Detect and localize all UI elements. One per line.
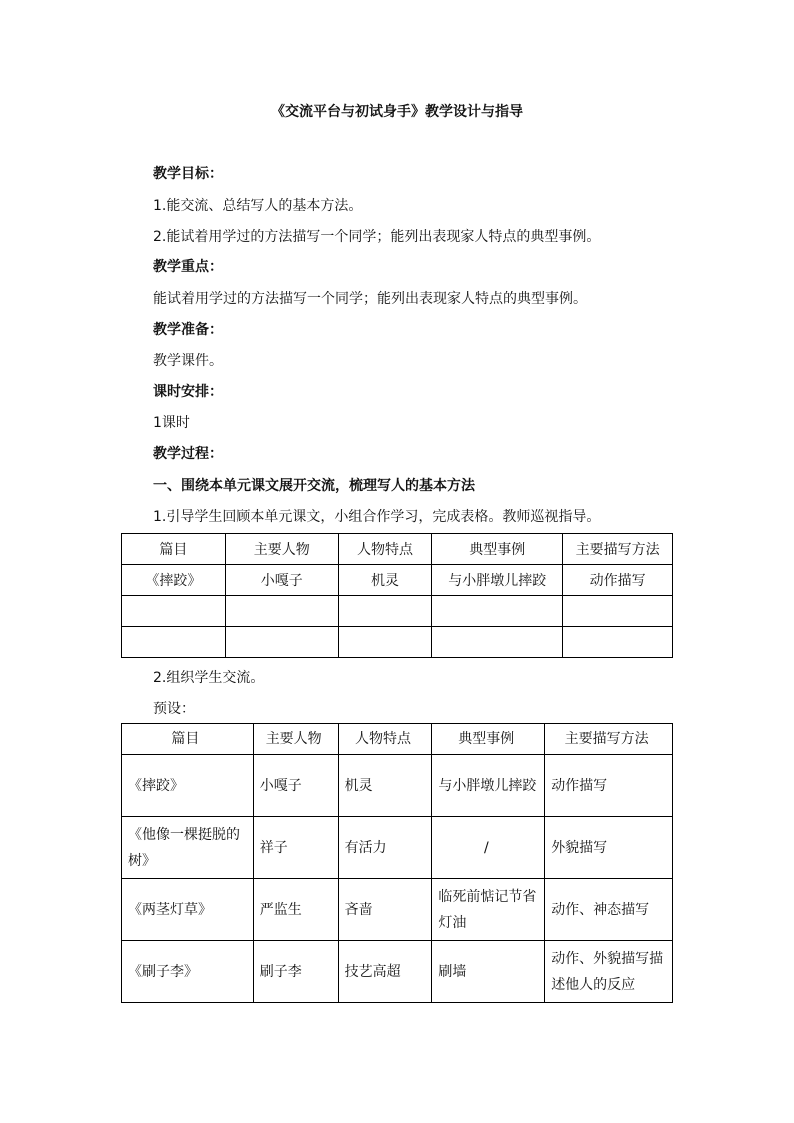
table-cell	[432, 627, 563, 658]
table-row	[122, 941, 673, 1003]
table-cell: 技艺高超	[338, 941, 432, 1003]
header-cell: 人物特点	[338, 534, 432, 565]
header-cell: 主要描写方法	[563, 534, 673, 565]
table-cell: 外貌描写	[545, 817, 673, 879]
focus-text: 能试着用学过的方法描写一个同学；能列出表现家人特点的典型事例。	[153, 291, 587, 307]
table-cell	[563, 627, 673, 658]
table-cell: 《摔跤》	[122, 565, 226, 596]
time-text: 1课时	[153, 415, 190, 431]
header-cell: 典型事例	[432, 724, 545, 755]
table-cell: 机灵	[338, 565, 432, 596]
table-cell: 动作描写	[563, 565, 673, 596]
header-cell: 典型事例	[432, 534, 563, 565]
time-heading: 课时安排：	[153, 384, 223, 400]
goal-item-2: 2.能试着用学过的方法描写一个同学；能列出表现家人特点的典型事例。	[153, 229, 601, 245]
table-row	[122, 565, 673, 596]
prep-text: 教学课件。	[153, 353, 223, 369]
document-title: 《交流平台与初试身手》教学设计与指导	[271, 104, 523, 120]
table-cell: 严监生	[253, 879, 338, 941]
preset-label: 预设：	[153, 701, 195, 717]
method-table-blank	[121, 533, 673, 658]
table-cell: /	[432, 817, 545, 879]
step-2: 2.组织学生交流。	[153, 670, 265, 686]
table-cell: 《摔跤》	[122, 755, 254, 817]
header-cell: 主要人物	[225, 534, 338, 565]
table-cell	[563, 596, 673, 627]
header-cell: 主要人物	[253, 724, 338, 755]
table-header-row	[122, 534, 673, 565]
table-cell: 吝啬	[338, 879, 432, 941]
table-cell	[225, 627, 338, 658]
table-cell: 与小胖墩儿摔跤	[432, 755, 545, 817]
table-row	[122, 596, 673, 627]
table-cell: 刷墙	[432, 941, 545, 1003]
goal-heading: 教学目标：	[153, 166, 223, 182]
header-cell: 篇目	[122, 534, 226, 565]
header-cell: 主要描写方法	[545, 724, 673, 755]
table-cell	[432, 596, 563, 627]
header-cell: 篇目	[122, 724, 254, 755]
table-cell: 《刷子李》	[122, 941, 254, 1003]
method-table-preset	[121, 723, 673, 1003]
table-row	[122, 879, 673, 941]
table-cell	[122, 596, 226, 627]
table-cell	[225, 596, 338, 627]
table-cell: 小嘎子	[225, 565, 338, 596]
table-header-row	[122, 724, 673, 755]
table-cell: 机灵	[338, 755, 432, 817]
table-row	[122, 627, 673, 658]
table-cell: 与小胖墩儿摔跤	[432, 565, 563, 596]
table-cell: 祥子	[253, 817, 338, 879]
prep-heading: 教学准备：	[153, 322, 223, 338]
table-row	[122, 817, 673, 879]
table-cell: 有活力	[338, 817, 432, 879]
table-cell: 动作、神态描写	[545, 879, 673, 941]
step-1: 1.引导学生回顾本单元课文，小组合作学习，完成表格。教师巡视指导。	[153, 509, 601, 525]
section-heading-1: 一、围绕本单元课文展开交流，梳理写人的基本方法	[153, 478, 475, 494]
table-row	[122, 755, 673, 817]
table-cell: 动作描写	[545, 755, 673, 817]
table-cell: 动作、外貌描写描述他人的反应	[545, 941, 673, 1003]
header-cell: 人物特点	[338, 724, 432, 755]
table-cell: 临死前惦记节省灯油	[432, 879, 545, 941]
goal-item-1: 1.能交流、总结写人的基本方法。	[153, 198, 363, 214]
table-cell: 《他像一棵挺脱的树》	[122, 817, 254, 879]
table-cell	[338, 596, 432, 627]
table-cell: 小嘎子	[253, 755, 338, 817]
table-cell: 刷子李	[253, 941, 338, 1003]
table-cell	[338, 627, 432, 658]
table-cell	[122, 627, 226, 658]
table-cell: 《两茎灯草》	[122, 879, 254, 941]
focus-heading: 教学重点：	[153, 259, 223, 275]
process-heading: 教学过程：	[153, 446, 223, 462]
